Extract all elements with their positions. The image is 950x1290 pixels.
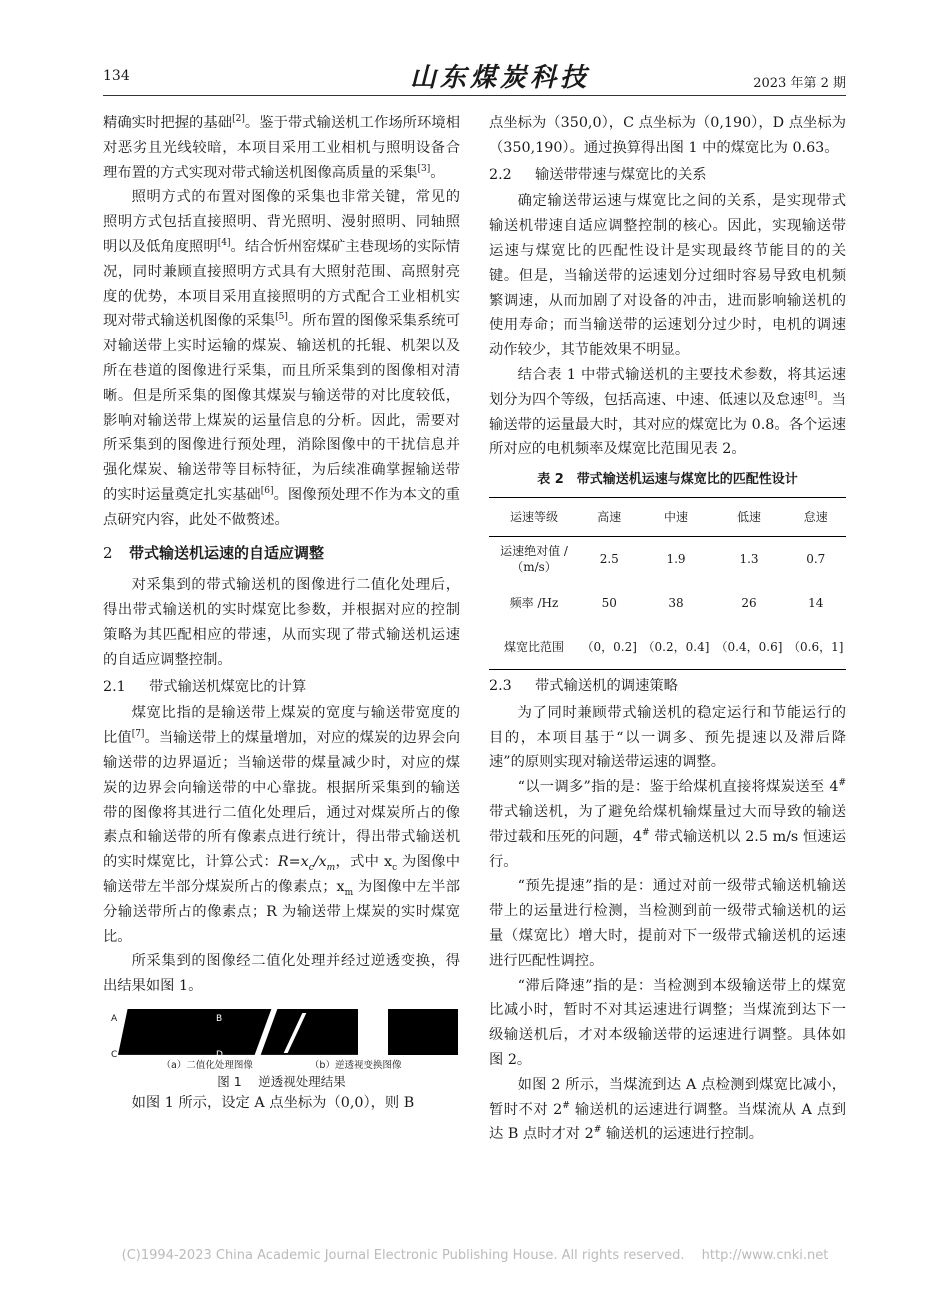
point-c-label: C: [111, 1043, 117, 1068]
section-heading: 2 带式输送机运速的自适应调整: [103, 543, 325, 562]
figure-subcaptions: [103, 1059, 460, 1073]
figure-caption: 图 1 逆透视处理结果: [217, 1073, 346, 1089]
subsection-heading: 2.2 输送带带速与煤宽比的关系: [489, 166, 707, 183]
paragraph: 如图 1 所示，设定 A 点坐标为（0,0），则 B: [131, 1094, 415, 1111]
table-header-cell: 中速: [639, 497, 712, 536]
point-b-label: B: [216, 1013, 223, 1024]
table-cell: （0.4，0.6]: [712, 625, 785, 670]
table-cell: 0.7: [806, 551, 826, 566]
header-rule: [103, 95, 846, 96]
table-cell: 频率 /Hz: [509, 595, 559, 610]
paragraph: 结合表 1 中带式输送机的主要技术参数，将其运速划分为四个等级，包括高速、中速、低速以及怠速[8]。当输送带的运量最大时，其对应的煤宽比为 0.8。各个运速所对应的电机频率及煤宽比范围见表 2。: [489, 366, 846, 458]
table-cell: 1.3: [739, 551, 759, 566]
paragraph: “预先提速”指的是：通过对前一级带式输送机输送带上的运量进行检测，当检测到前一级带式输送机的运量（煤宽比）增大时，提前对下一级带式输送机的运速进行匹配性调控。: [489, 878, 846, 969]
table-header-cell: 高速: [579, 497, 639, 536]
paragraph: 为了同时兼顾带式输送机的稳定运行和节能运行的目的，本项目基于“以一调多、预先提速以及滞后降速”的原则实现对输送带运速的调整。: [489, 704, 846, 771]
issue-label: 2023 年第 2 期: [753, 76, 846, 91]
paragraph: 照明方式的布置对图像的采集也非常关键，常见的照明方式包括直接照明、背光照明、漫射照明、同轴照明以及低角度照明[4]。结合忻州窑煤矿主巷现场的实际情况，同时兼顾直接照明方式具有大照射范围、高照射亮度的优势，本项目采用直接照明的方式配合工业相机实现对带式输送机图像的采集[5]。所布置的图像采集系统可对输送带上实时运输的煤炭、输送机的托辊、机架以及所在巷道的图像进行采集，而且所采集到的图像相对清晰。但是所采集的图像其煤炭与输送带的对比度较低，影响对输送带上煤炭的运量信息的分析。因此，需要对所采集到的图像进行预处理，消除图像中的干扰信息并强化煤炭、输送带等目标特征，为后续准确掌握输送带的实时运量奠定扎实基础[6]。图像预处理不作为本文的重点研究内容，此处不做赘述。: [103, 189, 460, 528]
table-caption: 表 2 带式输送机运速与煤宽比的匹配性设计: [537, 472, 798, 488]
table-header-cell: 运速等级: [489, 497, 579, 536]
table-header-cell: 低速: [712, 497, 785, 536]
point-a-label: A: [111, 1007, 117, 1032]
page-number: 134: [103, 68, 130, 84]
figure-1: [103, 1007, 460, 1060]
subsection-heading: 2.1 带式输送机煤宽比的计算: [103, 678, 307, 695]
binary-image-b: [388, 1009, 458, 1055]
right-column: [489, 111, 846, 1147]
paragraph: “以一调多”指的是：鉴于给煤机直接将煤炭送至 4# 带式输送机，为了避免给煤机输煤量过大而导致的输送带过载和压死的问题，4# 带式输送机以 2.5 m/s 恒速运行。: [489, 778, 846, 870]
table-cell: 运速绝对值 /（m/s）: [500, 543, 568, 574]
table-cell: 14: [808, 595, 824, 610]
table-cell: （0，0.2]: [579, 625, 639, 670]
left-column: [103, 111, 460, 1116]
paragraph: “滞后降速”指的是：当检测到本级输送带上的煤宽比减小时，暂时不对其运速进行调整；当煤流到达下一级输送机后，才对本级输送带的运速进行调整。具体如图 2。: [489, 977, 846, 1068]
subcaption-a: （a）二值化处理图像: [161, 1059, 253, 1071]
binary-image-a: [118, 1009, 358, 1055]
table-row: [489, 625, 846, 670]
paragraph: 所采集到的图像经二值化处理并经过逆透变换，得出结果如图 1。: [103, 953, 460, 995]
paragraph: 如图 2 所示，当煤流到达 A 点检测到煤宽比减小，暂时不对 2# 输送机的运速进行调整。当煤流从 A 点到达 B 点时才对 2# 输送机的运速进行控制。: [489, 1076, 846, 1143]
subcaption-b: （b）逆透视变换图像: [309, 1059, 402, 1071]
table-cell: 26: [741, 595, 757, 610]
table-cell: 50: [601, 595, 617, 610]
journal-logo: 山东煤炭科技: [410, 63, 591, 93]
subsection-heading: 2.3 带式输送机的调速策略: [489, 677, 678, 694]
table-2: [489, 497, 846, 670]
table-cell: 煤宽比范围: [489, 625, 579, 670]
paragraph: 确定输送带运速与煤宽比之间的关系，是实现带式输送机带速自适应调整控制的核心。因此，实现输送带运速与煤宽比的匹配性设计是实现最终节能目的的关键。但是，当输送带的运速划分过细时容易导致电机频繁调速，从而加剧了对设备的冲击，进而影响输送机的使用寿命；而当输送带的运速划分过少时，电机的调速动作较少，其节能效果不明显。: [489, 193, 846, 359]
paragraph: 对采集到的带式输送机的图像进行二值化处理后，得出带式输送机的实时煤宽比参数，并根据对应的控制策略为其匹配相应的带速，从而实现了带式输送机运速的自适应调整控制。: [103, 577, 460, 668]
table-cell: 38: [668, 595, 684, 610]
table-cell: （0.2，0.4]: [639, 625, 712, 670]
copyright-footer: (C)1994-2023 China Academic Journal Electronic Publishing House. All rights reserved. http://www.cnki.net: [121, 1248, 829, 1263]
point-d-label: D: [216, 1049, 223, 1060]
table-header-row: [489, 497, 846, 536]
table-cell: 1.9: [666, 551, 686, 566]
table-cell: 2.5: [599, 551, 619, 566]
paragraph: 煤宽比指的是输送带上煤炭的宽度与输送带宽度的比值[7]。当输送带上的煤量增加，对应的煤炭的边界会向输送带的边界逼近；当输送带的煤量减少时，对应的煤炭的边界会向输送带的中心靠拢。根据所采集到的输送带的图像将其进行二值化处理后，通过对煤炭所占的像素点和输送带的所有像素点进行统计，得出带式输送机的实时煤宽比，计算公式：$R=x_c/x_m$，式中 $x_c$ 为图像中输送带左半部分煤炭所占的像素点；$x_m$ 为图像中左半部分输送带所占的像素点；R 为输送带上煤炭的实时煤宽比。: [103, 705, 461, 945]
paragraph: 点坐标为（350,0），C 点坐标为（0,190），D 点坐标为（350,190）。通过换算得出图 1 中的煤宽比为 0.63。: [489, 115, 846, 156]
table-row: [489, 581, 846, 625]
table-row: [489, 536, 846, 581]
table-header-cell: 怠速: [785, 497, 846, 536]
table-cell: （0.6，1]: [785, 625, 846, 670]
paragraph: 精确实时把握的基础[2]。鉴于带式输送机工作场所环境相对恶劣且光线较暗，本项目采用工业相机与照明设备合理布置的方式实现对带式输送机图像高质量的采集[3]。: [103, 114, 460, 181]
